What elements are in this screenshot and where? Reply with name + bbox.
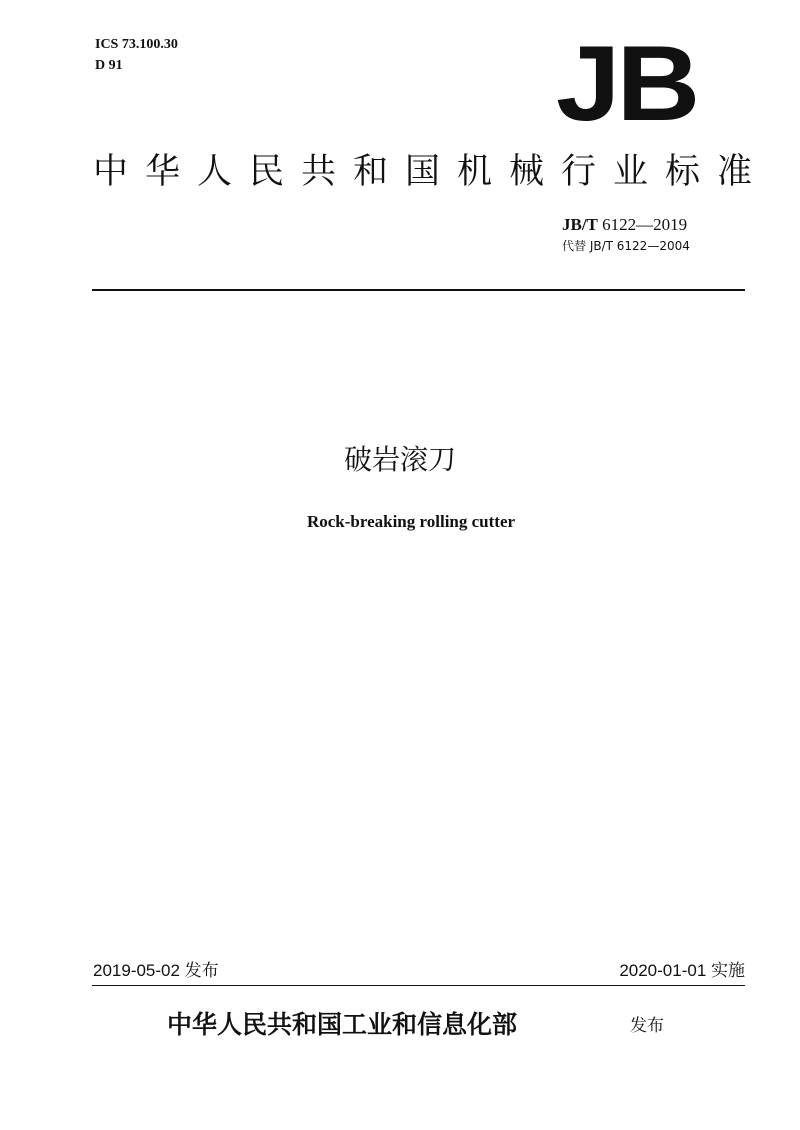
issuing-authority: 中华人民共和国工业和信息化部: [167, 1010, 518, 1039]
document-title-english: Rock-breaking rolling cutter: [306, 512, 516, 531]
standard-number-prefix: JB/T: [562, 215, 598, 234]
jb-logo: JB: [556, 23, 697, 144]
document-title-chinese: 破岩滚刀: [343, 443, 456, 476]
issue-date: 2019-05-02 发布: [93, 961, 219, 980]
standard-number-value: 6122—2019: [602, 215, 688, 234]
footer-divider: [92, 985, 745, 986]
standard-number: [562, 215, 687, 235]
issuing-authority-suffix: 发布: [630, 1016, 664, 1036]
header-divider: [92, 289, 745, 291]
standard-category-title: 中华人民共和国机械行业标准: [93, 152, 770, 192]
implementation-date: 2020-01-01 实施: [619, 961, 745, 980]
replaces-standard: 代替 JB/T 6122—2004: [562, 239, 690, 253]
ics-code: ICS 73.100.30: [95, 37, 178, 52]
ccs-code: D 91: [95, 58, 123, 73]
